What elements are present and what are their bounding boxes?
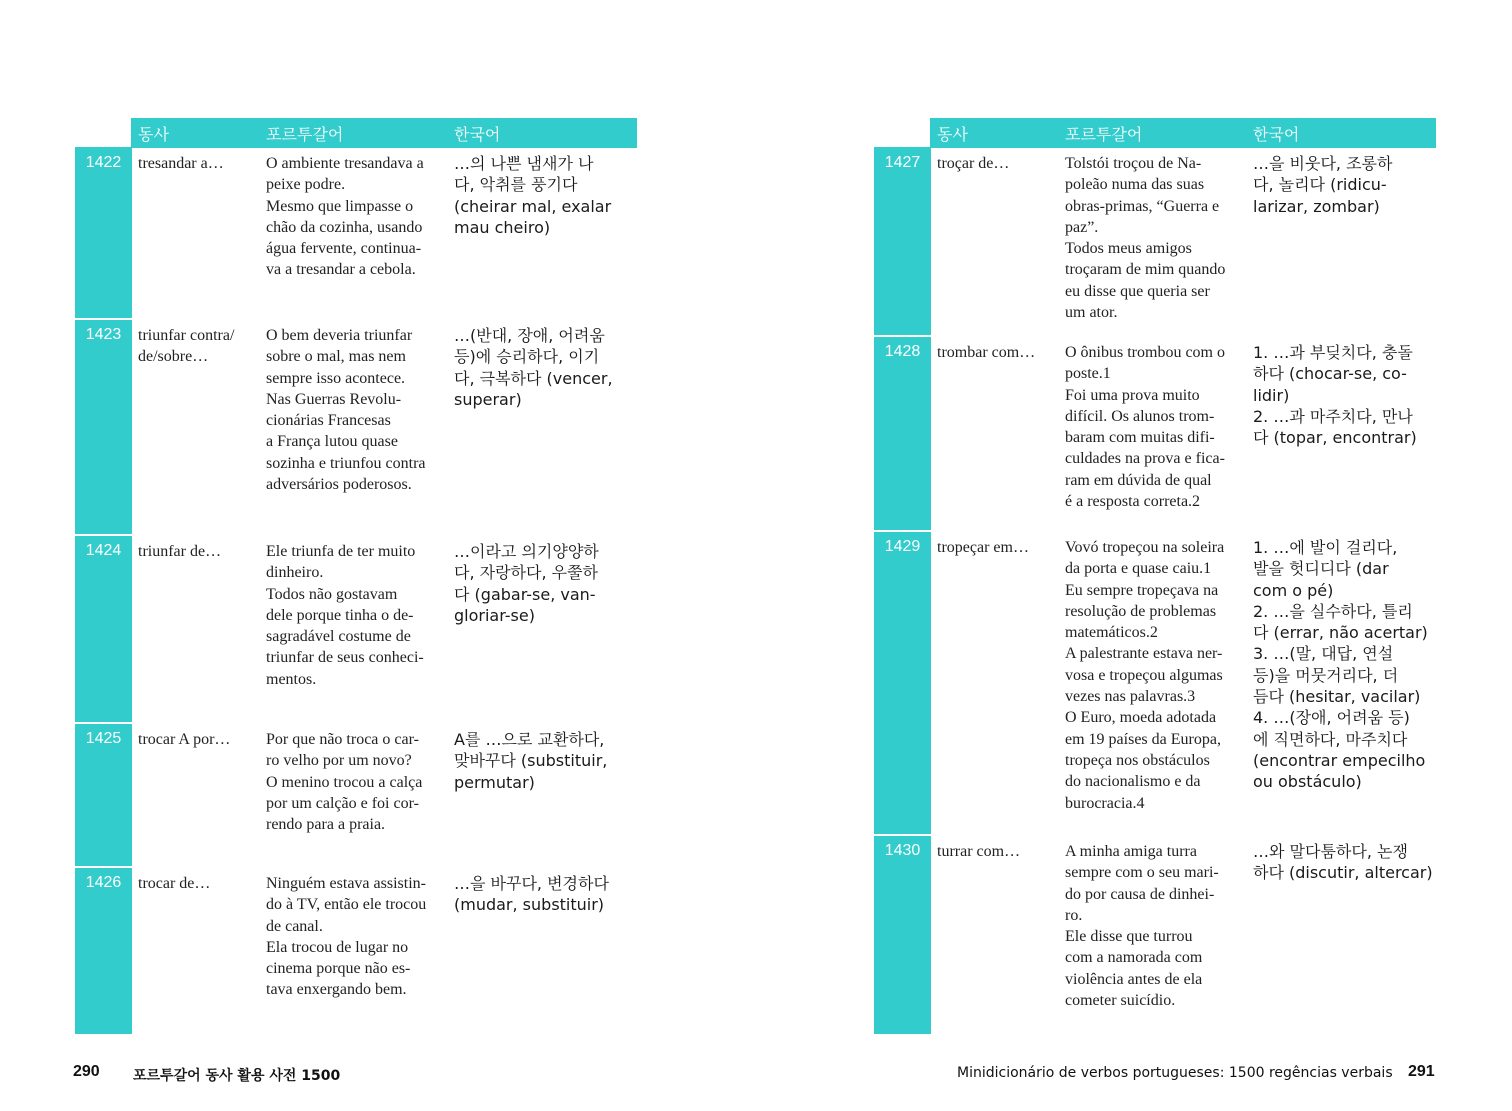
entry-verb: trombar com… [937, 344, 1036, 361]
entry-number: 1430 [884, 842, 921, 859]
entry-number-cell [874, 836, 931, 1034]
entry-verb: tresandar a… [138, 155, 224, 172]
column-header-verb: 동사 [138, 125, 169, 144]
entry-number: 1424 [85, 542, 122, 559]
entry-number: 1429 [884, 538, 921, 555]
entry-number: 1422 [85, 154, 122, 171]
entry-verb: triunfar contra/ de/sobre… [138, 327, 235, 366]
entry-number: 1423 [85, 326, 122, 343]
entry-portuguese-example: Tolstói troçou de Na- poleão numa das suas obras-primas, “Guerra e paz”. Todos meus amigos troçaram de mim quando eu disse que queria ser um ator. [1065, 155, 1226, 322]
entry-number-cell [75, 536, 132, 722]
entry-number: 1425 [85, 730, 122, 747]
entry-number-cell [874, 148, 931, 335]
entry-portuguese-example: Ele triunfa de ter muito dinheiro. Todos não gostavam dele porque tinha o de- sagradável costume de triunfar de seus conheci- mentos. [266, 543, 424, 688]
entry-number-cell [874, 532, 931, 834]
page-number: 291 [1408, 1063, 1435, 1080]
entry-number: 1427 [884, 154, 921, 171]
column-header-korean: 한국어 [1253, 125, 1300, 144]
entry-korean-meaning: …(반대, 장애, 어려움 등)에 승리하다, 이기 다, 극복하다 (vencer, superar) [454, 326, 613, 409]
column-header-korean: 한국어 [454, 125, 501, 144]
entry-korean-meaning: …와 말다툼하다, 논쟁 하다 (discutir, altercar) [1253, 842, 1433, 883]
entry-korean-meaning: …의 나쁜 냄새가 나 다, 악취를 풍기다 (cheirar mal, exalar mau cheiro) [454, 154, 612, 237]
entry-portuguese-example: Por que não troca o car- ro velho por um novo? O menino trocou a calça por um calção e foi cor- rendo para a praia. [266, 731, 423, 834]
entry-portuguese-example: O ônibus trombou com o poste.1 Foi uma prova muito difícil. Os alunos trom- baram com muitas difi- culdades na prova e fica- ram em dúvida de qual é a resposta correta.2 [1065, 344, 1225, 511]
entry-number-cell [75, 148, 132, 318]
entry-portuguese-example: Ninguém estava assistin- do à TV, então ele trocou de canal. Ela trocou de lugar no cinema porque não es- tava enxergando bem. [266, 875, 427, 999]
right-page [756, 0, 1512, 1111]
entry-korean-meaning: A를 …으로 교환하다, 맞바꾸다 (substituir, permutar) [454, 730, 608, 792]
entry-portuguese-example: O ambiente tresandava a peixe podre. Mesmo que limpasse o chão da cozinha, usando água fervente, continua- va a tresandar a cebola. [266, 155, 424, 279]
book-title-footer: Minidicionário de verbos portugueses: 1500 regências verbais [957, 1065, 1393, 1081]
entry-verb: trocar de… [138, 875, 211, 892]
header-rule [75, 147, 637, 148]
entry-number-cell [75, 724, 132, 866]
entry-korean-meaning: 1. …과 부딪치다, 충돌 하다 (chocar-se, co- lidir) 2. …과 마주치다, 만나 다 (topar, encontrar) [1253, 343, 1417, 448]
entry-verb: turrar com… [937, 843, 1021, 860]
entry-korean-meaning: 1. …에 발이 걸리다, 발을 헛디디다 (dar com o pé) 2. …을 실수하다, 틀리 다 (errar, não acertar) 3. …(말, 대답, 연설 등)을 머뭇거리다, 더 듬다 (hesitar, vacilar) 4. …(장애, 어려움 등) 에 직면하다, 마주치다 (encontrar empecilho ou obstáculo) [1253, 538, 1428, 792]
entry-number-cell [75, 868, 132, 1034]
book-title-footer: 포르투갈어 동사 활용 사전 1500 [133, 1068, 341, 1084]
entry-number-cell [874, 337, 931, 530]
entry-korean-meaning: …을 비웃다, 조롱하 다, 놀리다 (ridicu- larizar, zombar) [1253, 154, 1393, 216]
entry-korean-meaning: …이라고 의기양양하 다, 자랑하다, 우쭐하 다 (gabar-se, van- gloriar-se) [454, 542, 599, 625]
column-header-bar [131, 118, 637, 147]
entry-portuguese-example: A minha amiga turra sempre com o seu mari- do por causa de dinhei- ro. Ele disse que turrou com a namorada com violência antes de ela cometer suicídio. [1065, 843, 1219, 1010]
entry-number: 1428 [884, 343, 921, 360]
column-header-portuguese: 포르투갈어 [1065, 125, 1143, 144]
column-header-verb: 동사 [937, 125, 968, 144]
entry-verb: triunfar de… [138, 543, 222, 560]
entry-verb: tropeçar em… [937, 539, 1029, 556]
page-number: 290 [73, 1063, 100, 1080]
entry-korean-meaning: …을 바꾸다, 변경하다 (mudar, substituir) [454, 874, 609, 915]
column-header-bar [930, 118, 1436, 147]
entry-portuguese-example: O bem deveria triunfar sobre o mal, mas nem sempre isso acontece. Nas Guerras Revolu- cionárias Francesas a França lutou quase sozinha e triunfou contra adversários poderosos. [266, 327, 426, 494]
entry-verb: troçar de… [937, 155, 1010, 172]
entry-portuguese-example: Vovó tropeçou na soleira da porta e quase caiu.1 Eu sempre tropeçava na resolução de problemas matemáticos.2 A palestrante estava ner- vosa e tropeçou algumas vezes nas palavras.3 O Euro, moeda adotada em 19 países da Europa, tropeça nos obstáculos do nacionalismo e da burocracia.4 [1065, 539, 1225, 812]
header-rule [874, 147, 1436, 148]
entry-number-cell [75, 320, 132, 534]
entry-number: 1426 [85, 874, 122, 891]
entry-verb: trocar A por… [138, 731, 231, 748]
column-header-portuguese: 포르투갈어 [266, 125, 344, 144]
